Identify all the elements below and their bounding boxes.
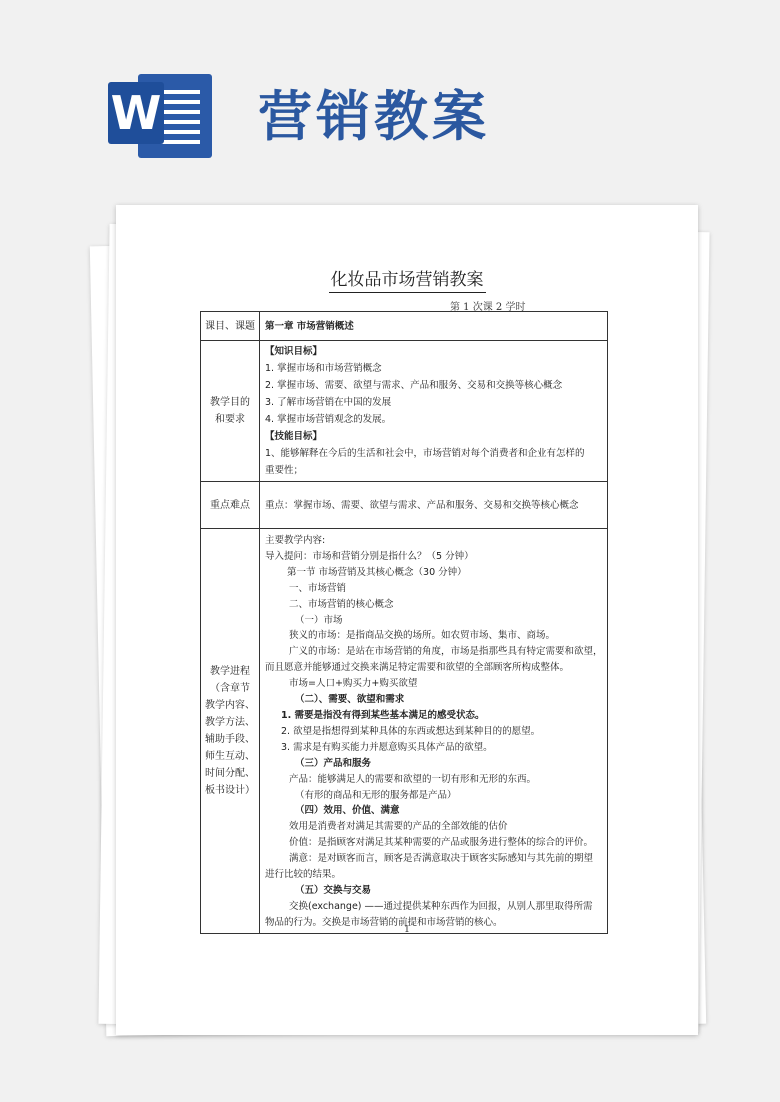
row-label-course: 课目、课题 <box>201 312 260 341</box>
header-title: 营销教案 <box>258 85 490 148</box>
row-label-process: 教学进程 （含章节 教学内容、 教学方法、 辅助手段、 师生互动、 时间分配、 板书设计） <box>201 529 260 934</box>
process-line: （一）市场 <box>295 614 343 626</box>
process-line: 一、市场营销 <box>289 582 347 594</box>
process-line: 主要教学内容: <box>265 535 326 546</box>
objective-line: 1、能够解释在今后的生活和社会中，市场营销对每个消费者和企业有怎样的 <box>265 448 585 459</box>
process-line: 狭义的市场：是指商品交换的场所。如农贸市场、集市、商场。 <box>289 630 556 642</box>
document-title: 化妆品市场营销教案 <box>116 265 698 290</box>
lesson-info: 第 1 次课 2 学时 <box>450 302 526 313</box>
process-line: 1. 需要是指没有得到某些基本满足的感受状态。 <box>281 709 485 721</box>
row-content-course <box>260 312 608 341</box>
row-content-process <box>260 529 608 934</box>
objective-heading: 【知识目标】 <box>265 346 323 357</box>
lesson-plan-table <box>200 311 608 934</box>
process-line: 进行比较的结果。 <box>265 869 342 881</box>
row-label-key-points: 重点难点 <box>201 482 260 529</box>
page-number: 1 <box>404 925 410 935</box>
process-line: 3. 需求是有购买能力并愿意购买具体产品的欲望。 <box>281 741 493 753</box>
word-letter: W <box>108 82 164 144</box>
objective-line: 1. 掌握市场和市场营销概念 <box>265 363 382 374</box>
objective-line: 重要性； <box>265 465 304 476</box>
process-heading: （三）产品和服务 <box>295 757 372 769</box>
process-line: 物品的行为。交换是市场营销的前提和市场营销的核心。 <box>265 916 503 928</box>
objective-line: 3. 了解市场营销在中国的发展 <box>265 397 392 408</box>
process-line: 交换(exchange) ——通过提供某种东西作为回报，从别人那里取得所需 <box>289 900 593 912</box>
table-row <box>201 529 608 934</box>
row-label-objectives: 教学目的 和要求 <box>201 341 260 482</box>
process-heading: （五）交换与交易 <box>295 884 372 896</box>
objective-heading: 【技能目标】 <box>265 431 323 442</box>
process-line: 2. 欲望是指想得到某种具体的东西或想达到某种目的的愿望。 <box>281 725 541 737</box>
process-line: 产品：能够满足人的需要和欲望的一切有形和无形的东西。 <box>289 773 537 785</box>
process-line: 效用是消费者对满足其需要的产品的全部效能的估价 <box>289 821 508 833</box>
table-row <box>201 482 608 529</box>
document-page <box>116 205 698 1035</box>
process-heading: （四）效用、价值、满意 <box>295 805 400 817</box>
key-points-text: 重点：掌握市场、需要、欲望与需求、产品和服务、交易和交换等核心概念 <box>265 499 579 511</box>
process-line: 第一节 市场营销及其核心概念（30 分钟） <box>287 566 467 578</box>
table-row <box>201 312 608 341</box>
row-content-key-points <box>260 482 608 529</box>
process-line: 导入提问：市场和营销分别是指什么？（5 分钟） <box>265 550 474 562</box>
course-title: 第一章 市场营销概述 <box>265 320 354 332</box>
table-row <box>201 341 608 482</box>
process-heading: （二）、需要、欲望和需求 <box>295 694 405 706</box>
process-line: （有形的商品和无形的服务都是产品） <box>295 789 457 801</box>
process-line: 二、市场营销的核心概念 <box>289 598 394 610</box>
process-line: 满意：是对顾客而言，顾客是否满意取决于顾客实际感知与其先前的期望 <box>289 853 594 865</box>
objective-line: 4. 掌握市场营销观念的发展。 <box>265 414 392 425</box>
process-line: 市场=人口+购买力+购买欲望 <box>289 678 418 690</box>
objective-line: 2. 掌握市场、需要、欲望与需求、产品和服务、交易和交换等核心概念 <box>265 380 563 391</box>
row-content-objectives <box>260 341 608 482</box>
word-logo-icon <box>108 64 216 160</box>
process-line: 价值：是指顾客对满足其某种需要的产品或服务进行整体的综合的评价。 <box>289 837 594 849</box>
process-line: 广义的市场：是站在市场营销的角度，市场是指那些具有特定需要和欲望， <box>289 646 603 658</box>
process-line: 而且愿意并能够通过交换来满足特定需要和欲望的全部顾客所构成整体。 <box>265 662 570 674</box>
